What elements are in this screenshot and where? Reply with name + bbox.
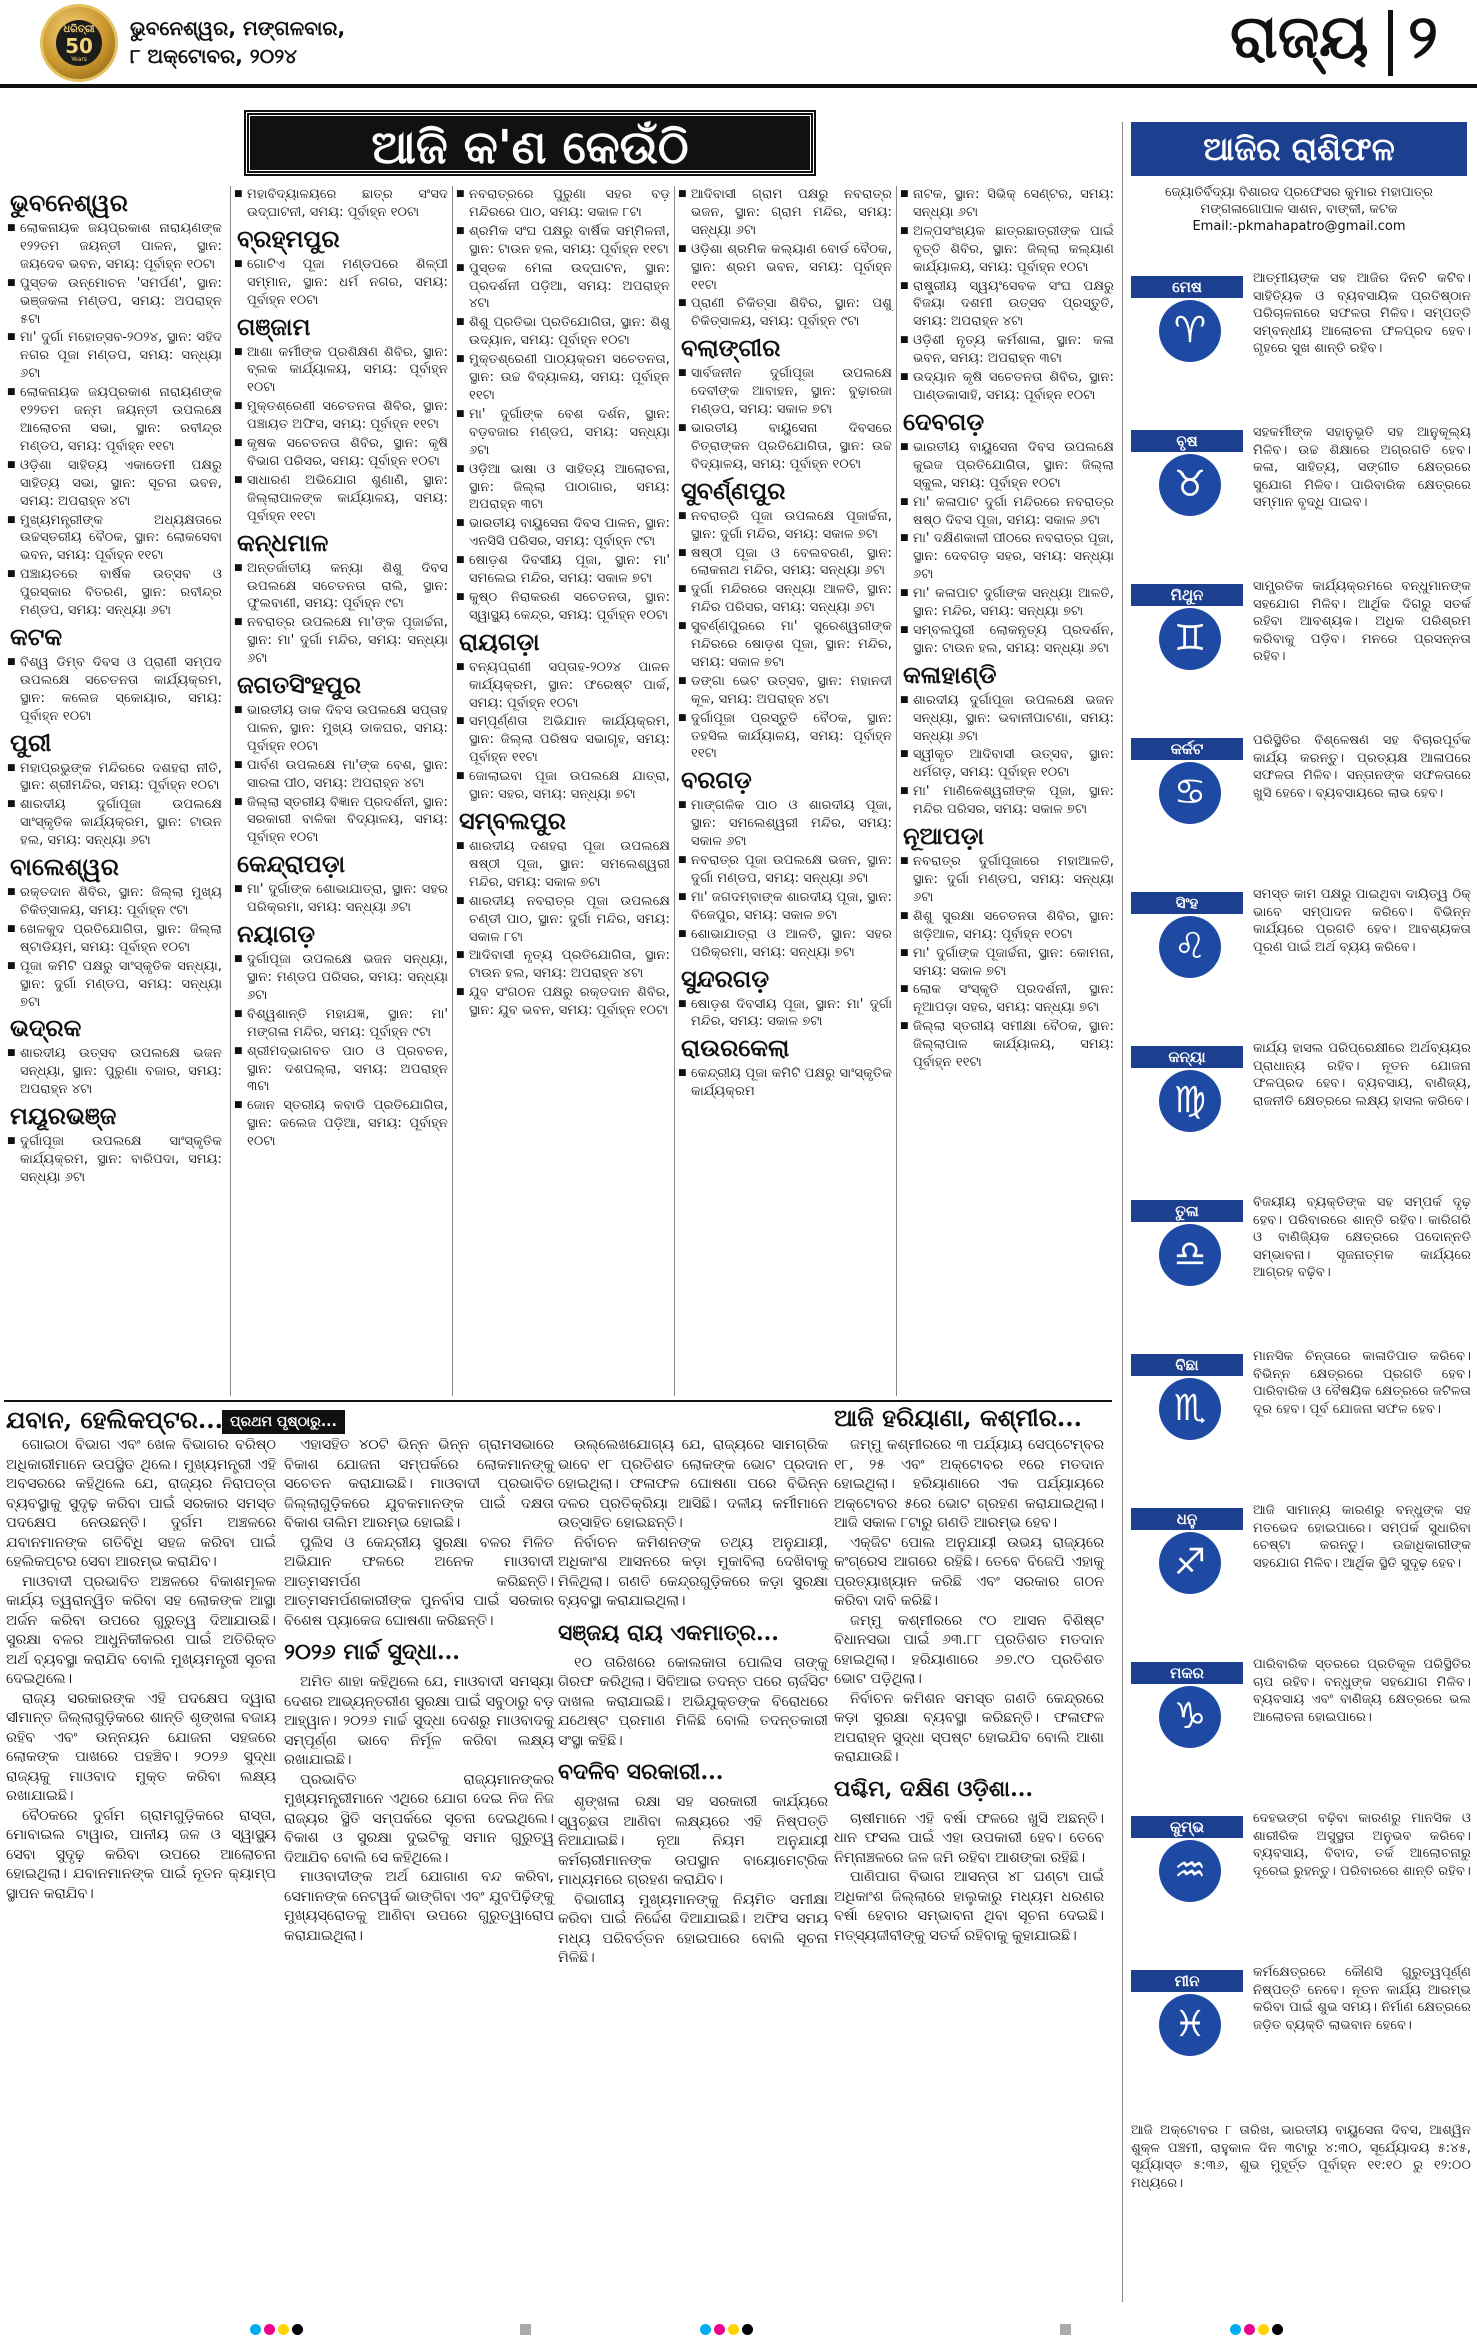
- event-item: ■ କୁଷ୍ଠ ନିରାକରଣ ସଚେତନତା, ସ୍ଥାନ: ସ୍ୱାସ୍ଥ୍ୟ କେନ୍ଦ୍ର, ସମୟ: ପୂର୍ବାହ୍ନ ୧୦ଟା: [453, 589, 672, 625]
- event-city-heading: ସୁନ୍ଦରଗଡ଼: [681, 963, 770, 993]
- event-item: ■ ସ୍ୱୀକୃତ ଆଦିବାସୀ ଉତ୍ସବ, ସ୍ଥାନ: ଧର୍ମଗଡ଼, ସମୟ: ପୂର୍ବାହ୍ନ ୧୦ଟା: [897, 746, 1116, 782]
- paragraph: ମାଓବାଦୀଙ୍କ ଅର୍ଥ ଯୋଗାଣ ବନ୍ଦ କରିବା, ସେମାନଙ୍କ ନେଟୱର୍କ ଭାଙ୍ଗିବା ଏବଂ ଯୁବପିଢ଼ିଙ୍କୁ ମୁଖ୍ୟସ୍ରୋତକୁ ଆଣିବା ଉପରେ ଗୁରୁତ୍ୱାରୋପ କରାଯାଇଥିଲା।: [284, 1869, 554, 1944]
- event-item: ■ ମା' ଦୁର୍ଗାଙ୍କ ଶୋଭାଯାତ୍ରା, ସ୍ଥାନ: ସହର ପରିକ୍ରମା, ସମୟ: ସନ୍ଧ୍ୟା ୬ଟା: [231, 881, 450, 917]
- event-item: ■ ମା' ମାଣିକେଶ୍ୱରୀଙ୍କ ପୂଜା, ସ୍ଥାନ: ମନ୍ଦିର ପରିସର, ସମୟ: ସକାଳ ୭ଟା: [897, 783, 1116, 819]
- zodiac-symbol-icon: ♍: [1159, 1070, 1221, 1132]
- zodiac-sign-name: କନ୍ୟା: [1131, 1046, 1243, 1068]
- event-item: ■ ଶାରଦୀୟ ଦୁର୍ଗାପୂଜା ଉପଲକ୍ଷେ ସାଂସ୍କୃତିକ କାର୍ଯ୍ୟକ୍ରମ, ସ୍ଥାନ: ଟାଉନ ହଲ, ସମୟ: ସନ୍ଧ୍ୟା ୬ଟା: [4, 796, 224, 850]
- horoscope-author-block: [1131, 184, 1467, 235]
- event-item: ■ ମହାବିଦ୍ୟାଳୟରେ ଛାତ୍ର ସଂସଦ ଉଦ୍‌ଘାଟନୀ, ସମୟ: ପୂର୍ବାହ୍ନ ୧୦ଟା: [231, 186, 450, 222]
- event-item: ■ ଭାରତୀୟ ଡାକ ଦିବସ ଉପଲକ୍ଷେ ସପ୍ତାହ ପାଳନ, ସ୍ଥାନ: ମୁଖ୍ୟ ଡାକଘର, ସମୟ: ପୂର୍ବାହ୍ନ ୧୦ଟା: [231, 702, 450, 756]
- event-item: ■ କେନ୍ଦ୍ରୀୟ ପୂଜା କମିଟି ପକ୍ଷରୁ ସାଂସ୍କୃତିକ କାର୍ଯ୍ୟକ୍ରମ: [675, 1065, 894, 1101]
- zodiac-prediction-text: ବିଜୟୀୟ ବ୍ୟକ୍ତିଙ୍କ ସହ ସମ୍ପର୍କ ଦୃଢ଼ ହେବ। ପରିବାରରେ ଶାନ୍ତି ରହିବ। କାରିଗରି ଓ ବାଣିଜ୍ୟିକ କ୍ଷେତ୍ରରେ ପଦୋନ୍ନତି ସମ୍ଭାବନା। ସୃଜନାତ୍ମକ କାର୍ଯ୍ୟରେ ଆଗ୍ରହ ବଢ଼ିବ।: [1253, 1195, 1471, 1280]
- zodiac-sign-badge: [1131, 886, 1247, 990]
- paragraph: ନିର୍ବାଚନ କମିଶନଙ୍କ ତଥ୍ୟ ଅନୁଯାୟୀ, ଅଧିକାଂଶ ଆସନରେ କଡ଼ା ମୁକାବିଲା ଦେଖିବାକୁ ମିଳିଥିଲା। ଗଣତି କେନ୍ଦ୍ରଗୁଡ଼ିକରେ କଡ଼ା ସୁରକ୍ଷା ବ୍ୟବସ୍ଥା କରାଯାଇଥିଲା।: [558, 1534, 828, 1609]
- paragraph: ଅମିତ ଶାହା କହିଥିଲେ ଯେ, ମାଓବାଦୀ ସମସ୍ୟା ଦେଶର ଆଭ୍ୟନ୍ତରୀଣ ସୁରକ୍ଷା ପାଇଁ ସବୁଠାରୁ ବଡ଼ ଆହ୍ୱାନ। ୨୦୨୬ ମାର୍ଚ୍ଚ ସୁଦ୍ଧା ଦେଶରୁ ମାଓବାଦକୁ ସମ୍ପୂର୍ଣ୍ଣ ଭାବେ ନିର୍ମୂଳ କରିବା ଲକ୍ଷ୍ୟ ରଖାଯାଇଛି।: [284, 1674, 554, 1768]
- news-subhead-sanjay-roy: ସଞ୍ଜୟ ରାୟ ଏକମାତ୍ର...: [558, 1619, 779, 1646]
- magenta-dot: [714, 2324, 725, 2335]
- event-item: ■ ନବରାତ୍ର ଦୁର୍ଗାପୂଜାରେ ମହାଆଳତି, ସ୍ଥାନ: ଦୁର୍ଗା ମଣ୍ଡପ, ସମୟ: ସନ୍ଧ୍ୟା ୬ଟା: [897, 853, 1116, 907]
- zodiac-sign-block: [1131, 886, 1471, 1046]
- event-item: ■ ପୂଜା କମିଟି ପକ୍ଷରୁ ସାଂସ୍କୃତିକ ସନ୍ଧ୍ୟା, ସ୍ଥାନ: ଦୁର୍ଗା ମଣ୍ଡପ, ସମୟ: ସନ୍ଧ୍ୟା ୭ଟା: [4, 958, 224, 1012]
- event-item: ■ ଅଳ୍ପସଂଖ୍ୟକ ଛାତ୍ରଛାତ୍ରୀଙ୍କ ପାଇଁ ବୃତ୍ତି ଶିବିର, ସ୍ଥାନ: ଜିଲ୍ଲା କଲ୍ୟାଣ କାର୍ଯ୍ୟାଳୟ, ସମୟ: ପୂର୍ବାହ୍ନ ୧୦ଟା: [897, 223, 1116, 277]
- cyan-dot: [250, 2324, 261, 2335]
- news-column-4: [834, 1403, 1104, 2306]
- zodiac-sign-block: [1131, 1194, 1471, 1354]
- black-dot: [292, 2324, 303, 2335]
- event-item: ■ ନାଟକ, ସ୍ଥାନ: ସିଭିକ୍ ସେଣ୍ଟର, ସମୟ: ସନ୍ଧ୍ୟା ୬ଟା: [897, 186, 1116, 222]
- zodiac-symbol-icon: ♈: [1159, 300, 1221, 362]
- news-body-1: [6, 1436, 276, 1904]
- event-city-heading: ମୟୂରଭଞ୍ଜ: [10, 1101, 117, 1131]
- paragraph: ଉଲ୍ଲେଖଯୋଗ୍ୟ ଯେ, ରାଜ୍ୟରେ ସାମଗ୍ରିକ ଭାବେ ୧୮ ପ୍ରତିଶତ ଲୋକଙ୍କ ଭୋଟ ପ୍ରଦାନ ହୋଇଥିଲା। ଫଳାଫଳ ଘୋଷଣା ପରେ ବିଭିନ୍ନ ଦଳର ପ୍ରତିକ୍ରିୟା ଆସିଛି। ଦଳୀୟ କର୍ମୀମାନେ ଉତ୍ସାହିତ ହୋଇଛନ୍ତି।: [558, 1437, 828, 1531]
- event-item: ■ ଯୁବ ସଂଗଠନ ପକ୍ଷରୁ ରକ୍ତଦାନ ଶିବିର, ସ୍ଥାନ: ଯୁବ ଭବନ, ସମୟ: ପୂର୍ବାହ୍ନ ୧୦ଟା: [453, 984, 672, 1020]
- event-item: ■ ଶ୍ରୀମଦ୍ଭାଗବତ ପାଠ ଓ ପ୍ରବଚନ, ସ୍ଥାନ: ଦଶପଲ୍ଲା, ସମୟ: ଅପରାହ୍ନ ୩ଟା: [231, 1043, 450, 1097]
- zodiac-sign-block: [1131, 1656, 1471, 1816]
- paragraph: ଶୃଙ୍ଖଳା ରକ୍ଷା ସହ ସରକାରୀ କାର୍ଯ୍ୟରେ ସ୍ୱଚ୍ଛତା ଆଣିବା ଲକ୍ଷ୍ୟରେ ଏହି ନିଷ୍ପତ୍ତି ନିଆଯାଇଛି। ନୂଆ ନିୟମ ଅନୁଯାୟୀ କର୍ମଚାରୀମାନଙ୍କ ଉପସ୍ଥାନ ବାୟୋମେଟ୍ରିକ ମାଧ୍ୟମରେ ଗ୍ରହଣ କରାଯିବ।: [558, 1794, 828, 1888]
- event-city-heading: ବାଲେଶ୍ୱର: [10, 852, 119, 882]
- zodiac-sign-name: ମେଷ: [1131, 276, 1243, 298]
- event-city-heading: କନ୍ଧମାଳ: [237, 527, 329, 557]
- zodiac-sign-badge: [1131, 1502, 1247, 1606]
- event-city-heading: ଦେବଗଡ଼: [903, 406, 985, 436]
- paragraph: ରାଜ୍ୟ ସରକାରଙ୍କ ଏହି ପଦକ୍ଷେପ ଦ୍ୱାରା ସୀମାନ୍ତ ଜିଲ୍ଲାଗୁଡ଼ିକରେ ଶାନ୍ତି ଶୃଙ୍ଖଳା ବଜାୟ ରହିବ ଏବଂ ଉନ୍ନୟନ ଯୋଜନା ସହଜରେ ଲୋକଙ୍କ ପାଖରେ ପହଞ୍ଚିବ। ୨୦୨୬ ସୁଦ୍ଧା ରାଜ୍ୟକୁ ମାଓବାଦ ମୁକ୍ତ କରିବା ଲକ୍ଷ୍ୟ ରଖାଯାଇଛି।: [6, 1690, 276, 1804]
- event-item: ■ ଓଡ଼ିଆ ଭାଷା ଓ ସାହିତ୍ୟ ଆଲୋଚନା, ସ୍ଥାନ: ଜିଲ୍ଲା ପାଠାଗାର, ସମୟ: ଅପରାହ୍ନ ୩ଟା: [453, 461, 672, 515]
- event-city-heading: କଟକ: [10, 621, 63, 651]
- event-item: ■ ଜୋନ ସ୍ତରୀୟ କବାଡି ପ୍ରତିଯୋଗିତା, ସ୍ଥାନ: କଲେଜ ପଡ଼ିଆ, ସମୟ: ପୂର୍ବାହ୍ନ ୧୦ଟା: [231, 1097, 450, 1151]
- zodiac-prediction-text: ମାନସିକ ଚିନ୍ତାରେ କାଳାତିପାତ କରିବେ। ବିଭିନ୍ନ କ୍ଷେତ୍ରରେ ପ୍ରଗତି ହେବ। ପାରିବାରିକ ଓ ବୈଷୟିକ କ୍ଷେତ୍ରରେ ଜଟିଳତା ଦୂର ହେବ। ପୂର୍ବ ଯୋଜନା ସଫଳ ହେବ।: [1253, 1349, 1471, 1417]
- paragraph: ମାଓବାଦୀ ପ୍ରଭାବିତ ଅଞ୍ଚଳରେ ବିକାଶମୂଳକ କାର୍ଯ୍ୟ ତ୍ୱରାନ୍ୱିତ କରିବା ସହ ଲୋକଙ୍କ ଆସ୍ଥା ଅର୍ଜନ କରିବା ଉପରେ ଗୁରୁତ୍ୱ ଦିଆଯାଉଛି। ସୁରକ୍ଷା ବଳର ଆଧୁନିକୀକରଣ ପାଇଁ ଅତିରିକ୍ତ ଅର୍ଥ ବ୍ୟବସ୍ଥା କରାଯିବ ବୋଲି ମୁଖ୍ୟମନ୍ତ୍ରୀ ସୂଚନା ଦେଇଥିଲେ।: [6, 1573, 276, 1687]
- event-city-heading: ବରଗଡ଼: [681, 765, 752, 795]
- event-item: ■ ରାଷ୍ଟ୍ରୀୟ ସ୍ୱୟଂସେବକ ସଂଘ ପକ୍ଷରୁ ବିଜୟା ଦଶମୀ ଉତ୍ସବ ପ୍ରସ୍ତୁତି, ସମୟ: ଅପରାହ୍ନ ୪ଟା: [897, 278, 1116, 332]
- news-column-1: [6, 1405, 276, 2306]
- section-name: ରାଜ୍ୟ: [1230, 2, 1369, 72]
- news-column-3: [558, 1436, 828, 2306]
- masthead: [0, 0, 1477, 86]
- event-item: ■ ଜିଲ୍ଲା ସ୍ତରୀୟ ବିଜ୍ଞାନ ପ୍ରଦର୍ଶନୀ, ସ୍ଥାନ: ସରକାରୀ ବାଳିକା ବିଦ୍ୟାଳୟ, ସମୟ: ପୂର୍ବାହ୍ନ ୧୦ଟା: [231, 794, 450, 848]
- horoscope-address: ମଙ୍ଗଳାଗୋପାଳ ସାଶନ, ବାଙ୍କୀ, କଟକ: [1200, 202, 1398, 217]
- event-item: ■ ଷଷ୍ଠୀ ପୂଜା ଓ ବେଲବରଣ, ସ୍ଥାନ: ଲୋକନାଥ ମନ୍ଦିର, ସମୟ: ସନ୍ଧ୍ୟା ୬ଟା: [675, 545, 894, 581]
- event-item: ■ ଷୋଡ଼ଶ ଦିବସୀୟ ପୂଜା, ସ୍ଥାନ: ମା' ଦୁର୍ଗା ମନ୍ଦିର, ସମୟ: ସକାଳ ୭ଟା: [675, 996, 894, 1032]
- zodiac-sign-name: କର୍କଟ: [1131, 738, 1243, 760]
- event-item: ■ ଭାରତୀୟ ବାୟୁସେନା ଦିବସ ଉପଲକ୍ଷେ କୁଇଜ ପ୍ରତିଯୋଗିତା, ସ୍ଥାନ: ଜିଲ୍ଲା ସ୍କୁଲ, ସମୟ: ପୂର୍ବାହ୍ନ ୧୦ଟା: [897, 439, 1116, 493]
- event-item: ■ ମୁକ୍ତଶ୍ରେଣୀ ସଚେତନତା ଶିବିର, ସ୍ଥାନ: ପଞ୍ଚାୟତ ଅଫିସ, ସମୟ: ପୂର୍ବାହ୍ନ ୧୧ଟା: [231, 398, 450, 434]
- zodiac-prediction-text: କର୍ମକ୍ଷେତ୍ରରେ କୌଣସି ଗୁରୁତ୍ୱପୂର୍ଣ୍ଣ ନିଷ୍ପତ୍ତି ନେବେ। ନୂତନ କାର୍ଯ୍ୟ ଆରମ୍ଭ କରିବା ପାଇଁ ଶୁଭ ସମୟ। ନିର୍ମାଣ କ୍ଷେତ୍ରରେ ଜଡ଼ିତ ବ୍ୟକ୍ତି ଲାଭବାନ ହେବେ।: [1253, 1965, 1471, 2033]
- event-item: ■ ଡଙ୍ଗା ଭେଟ ଉତ୍ସବ, ସ୍ଥାନ: ମହାନଦୀ କୂଳ, ସମୟ: ଅପରାହ୍ନ ୪ଟା: [675, 673, 894, 709]
- event-city-heading: ବ୍ରହ୍ମପୁର: [237, 223, 340, 253]
- registration-mark-squares: [1060, 2320, 1120, 2332]
- paragraph: ଗୋଇଠା ବିଭାଗ ଏବଂ ଖେଳ ବିଭାଗର ବରିଷ୍ଠ ଅଧିକାରୀମାନେ ଉପସ୍ଥିତ ଥିଲେ। ମୁଖ୍ୟମନ୍ତ୍ରୀ ଏହି ଅବସରରେ କହିଥିଲେ ଯେ, ରାଜ୍ୟର ନିରାପତ୍ତା ବ୍ୟବସ୍ଥାକୁ ସୁଦୃଢ଼ କରିବା ପାଇଁ ସରକାର ସମସ୍ତ ପଦକ୍ଷେପ ନେଉଛନ୍ତି। ଦୁର୍ଗମ ଅଞ୍ଚଳରେ ଯବାନମାନଙ୍କ ଗତିବିଧି ସହଜ କରିବା ପାଇଁ ହେଲିକପ୍ଟର ସେବା ଆରମ୍ଭ କରାଯିବ।: [6, 1437, 276, 1570]
- paragraph: ଜମ୍ମୁ କଶ୍ମୀରରେ ୩ ପର୍ଯ୍ୟାୟ ସେପ୍ଟେମ୍ବର ୧୮, ୨୫ ଏବଂ ଅକ୍ଟୋବର ୧ରେ ମତଦାନ ହୋଇଥିଲା। ହରିୟାଣାରେ ଏକ ପର୍ଯ୍ୟାୟରେ ଅକ୍ଟୋବର ୫ରେ ଭୋଟ ଗ୍ରହଣ କରାଯାଇଥିଲା। ଆଜି ସକାଳ ୮ଟାରୁ ଗଣତି ଆରମ୍ଭ ହେବ।: [834, 1437, 1104, 1531]
- events-banner-title: ଆଜି କ'ଣ କେଉଁଠି: [246, 112, 814, 174]
- grey-square: [1060, 2324, 1071, 2335]
- events-column-2: [230, 186, 450, 1396]
- event-item: ■ ଶିଶୁ ପ୍ରତିଭା ପ୍ରତିଯୋଗିତା, ସ୍ଥାନ: ଶିଶୁ ଉଦ୍ୟାନ, ସମୟ: ପୂର୍ବାହ୍ନ ୧୦ଟା: [453, 314, 672, 350]
- registration-mark-dots: [1230, 2320, 1290, 2332]
- zodiac-prediction-text: ସାମ୍ପ୍ରତିକ କାର୍ଯ୍ୟକ୍ରମରେ ବନ୍ଧୁମାନଙ୍କ ସହଯୋଗ ମିଳିବ। ଆର୍ଥିକ ଦିଗରୁ ସତର୍କ ରହିବା ଆବଶ୍ୟକ। ଅଧିକ ପରିଶ୍ରମ କରିବାକୁ ପଡ଼ିବ। ମନରେ ପ୍ରସନ୍ନତା ରହିବ।: [1253, 579, 1471, 664]
- section-divider: [1388, 10, 1393, 76]
- event-item: ■ ମା' ଦୁର୍ଗା ମହୋତ୍ସବ-୨୦୨୪, ସ୍ଥାନ: ସହିଦ ନଗର ପୂଜା ମଣ୍ଡପ, ସମୟ: ସନ୍ଧ୍ୟା ୬ଟା: [4, 329, 224, 383]
- almanac-footer: ଆଜି ଅକ୍ଟୋବର ୮ ତାରିଖ, ଭାରତୀୟ ବାୟୁସେନା ଦିବସ, ଆଶ୍ୱିନ ଶୁକ୍ଳ ପଞ୍ଚମୀ, ରାହୁକାଳ ଦିନ ୩ଟାରୁ ୪:୩୦, ସୂର୍ଯ୍ୟୋଦୟ ୫:୪୫, ସୂର୍ଯ୍ୟାସ୍ତ ୫:୩୬, ଶୁଭ ମୁହୂର୍ତ୍ତ ପୂର୍ବାହ୍ନ ୧୧:୧୦ ରୁ ୧୨:୦୦ ମଧ୍ୟରେ।: [1131, 2123, 1471, 2191]
- zodiac-prediction-text: ସହକର୍ମୀଙ୍କ ସହାନୁଭୂତି ସହ ଆନୁକୂଲ୍ୟ ମିଳିବ। ଉଚ୍ଚ ଶିକ୍ଷାରେ ଅଗ୍ରଗତି ହେବ। କଳା, ସାହିତ୍ୟ, ସଙ୍ଗୀତ କ୍ଷେତ୍ରରେ ସୁଯୋଗ ମିଳିବ। ପାରିବାରିକ କ୍ଷେତ୍ରରେ ସମ୍ମାନ ବୃଦ୍ଧି ପାଇବ।: [1253, 425, 1471, 510]
- event-item: ■ ଦୁର୍ଗାପୂଜା ଉପଲକ୍ଷେ ଭଜନ ସନ୍ଧ୍ୟା, ସ୍ଥାନ: ମଣ୍ଡପ ପରିସର, ସମୟ: ସନ୍ଧ୍ୟା ୬ଟା: [231, 951, 450, 1005]
- event-item: ■ ଶ୍ରମିକ ସଂଘ ପକ୍ଷରୁ ବାର୍ଷିକ ସମ୍ମିଳନୀ, ସ୍ଥାନ: ଟାଉନ ହଲ, ସମୟ: ପୂର୍ବାହ୍ନ ୧୧ଟା: [453, 223, 672, 259]
- event-city-heading: ପୁରୀ: [10, 727, 52, 757]
- zodiac-sign-badge: [1131, 732, 1247, 836]
- events-column-4: [674, 186, 894, 1396]
- grey-square: [520, 2324, 531, 2335]
- event-item: ■ ନବରାତ୍ର ପୂଜା ଉପଲକ୍ଷେ ଭଜନ, ସ୍ଥାନ: ଦୁର୍ଗା ମଣ୍ଡପ, ସମୟ: ସନ୍ଧ୍ୟା ୬ଟା: [675, 852, 894, 888]
- event-item: ■ ଅନ୍ତର୍ଜାତୀୟ କନ୍ୟା ଶିଶୁ ଦିବସ ଉପଲକ୍ଷେ ସଚେତନତା ରାଲି, ସ୍ଥାନ: ଫୁଲବାଣୀ, ସମୟ: ପୂର୍ବାହ୍ନ ୯ଟା: [231, 560, 450, 614]
- zodiac-symbol-icon: ♉: [1159, 454, 1221, 516]
- event-city-heading: ଜଗତସିଂହପୁର: [237, 670, 362, 700]
- zodiac-symbol-icon: ♊: [1159, 608, 1221, 670]
- zodiac-sign-badge: [1131, 1964, 1247, 2068]
- event-item: ■ ମା' ଜଗଦମ୍ବାଙ୍କ ଶାରଦୀୟ ପୂଜା, ସ୍ଥାନ: ବିଜେପୁର, ସମୟ: ସକାଳ ୭ଟା: [675, 889, 894, 925]
- zodiac-symbol-icon: ♎: [1159, 1224, 1221, 1286]
- paragraph: ଚାଷୀମାନେ ଏହି ବର୍ଷା ଫଳରେ ଖୁସି ଅଛନ୍ତି। ଧାନ ଫସଲ ପାଇଁ ଏହା ଉପକାରୀ ହେବ। ତେବେ ନିମ୍ନାଞ୍ଚଳରେ ଜଳ ଜମି ରହିବା ଆଶଙ୍କା ରହିଛି।: [834, 1810, 1104, 1866]
- event-item: ■ ଓଡ଼ିଶୀ ନୃତ୍ୟ କର୍ମଶାଳା, ସ୍ଥାନ: କଳା ଭବନ, ସମୟ: ଅପରାହ୍ନ ୩ଟା: [897, 332, 1116, 368]
- zodiac-sign-name: ମୀନ: [1131, 1970, 1243, 1992]
- logo-inner: [56, 20, 102, 66]
- zodiac-sign-name: ମକର: [1131, 1662, 1243, 1684]
- event-item: ■ ରକ୍ତଦାନ ଶିବିର, ସ୍ଥାନ: ଜିଲ୍ଲା ମୁଖ୍ୟ ଚିକିତ୍ସାଳୟ, ସମୟ: ପୂର୍ବାହ୍ନ ୯ଟା: [4, 884, 224, 920]
- event-item: ■ ଦୁର୍ଗାପୂଜା ପ୍ରସ୍ତୁତି ବୈଠକ, ସ୍ଥାନ: ତହସିଲ କାର୍ଯ୍ୟାଳୟ, ସମୟ: ପୂର୍ବାହ୍ନ ୧୧ଟା: [675, 710, 894, 764]
- event-city-heading: ଗଞ୍ଜାମ: [237, 311, 311, 341]
- event-city-heading: ରାଉରକେଲା: [681, 1033, 790, 1063]
- zodiac-sign-name: ବିଛା: [1131, 1354, 1243, 1376]
- zodiac-prediction-text: ସମସ୍ତ କାମ ପକ୍ଷରୁ ପାଇଥିବା ଦାୟିତ୍ୱ ଠିକ୍ ଭାବେ ସମ୍ପାଦନ କରିବେ। ବିଭିନ୍ନ କାର୍ଯ୍ୟରେ ପ୍ରଗତି ହେବ। ଆବଶ୍ୟକତା ପୂରଣ ପାଇଁ ଅର୍ଥ ବ୍ୟୟ କରିବେ।: [1253, 887, 1471, 955]
- paragraph: ବିଭାଗୀୟ ମୁଖ୍ୟମାନଙ୍କୁ ନିୟମିତ ସମୀକ୍ଷା କରିବା ପାଇଁ ନିର୍ଦ୍ଦେଶ ଦିଆଯାଇଛି। ଅଫିସ ସମୟ ମଧ୍ୟ ପରିବର୍ତ୍ତନ ହୋଇପାରେ ବୋଲି ସୂଚନା ମିଳିଛି।: [558, 1891, 828, 1966]
- horoscope-email: Email:-pkmahapatro@gmail.com: [1192, 219, 1406, 234]
- zodiac-sign-name: ଧନୁ: [1131, 1508, 1243, 1530]
- zodiac-sign-name: ସିଂହ: [1131, 892, 1243, 914]
- zodiac-symbol-icon: ♑: [1159, 1686, 1221, 1748]
- zodiac-sign-name: କୁମ୍ଭ: [1131, 1816, 1243, 1838]
- paragraph: ପ୍ରଭାବିତ ରାଜ୍ୟମାନଙ୍କର ମୁଖ୍ୟମନ୍ତ୍ରୀମାନେ ଏଥିରେ ଯୋଗ ଦେଇ ନିଜ ନିଜ ରାଜ୍ୟର ସ୍ଥିତି ସମ୍ପର୍କରେ ସୂଚନା ଦେଇଥିଲେ। ବିକାଶ ଓ ସୁରକ୍ଷା ଦୁଇଟିକୁ ସମାନ ଗୁରୁତ୍ୱ ଦିଆଯିବ ବୋଲି ସେ କହିଥିଲେ।: [284, 1771, 554, 1866]
- zodiac-symbol-icon: ♒: [1159, 1840, 1221, 1902]
- event-item: ■ ମହାପ୍ରଭୁଙ୍କ ମନ୍ଦିରରେ ଦଶହରା ନୀତି, ସ୍ଥାନ: ଶ୍ରୀମନ୍ଦିର, ସମୟ: ପୂର୍ବାହ୍ନ ୧୦ଟା: [4, 760, 224, 796]
- zodiac-prediction-text: ପାରିବାରିକ ସ୍ତରରେ ପ୍ରତିକୂଳ ପରିସ୍ଥିତିର ଚାପ ରହିବ। ବନ୍ଧୁଙ୍କ ସହଯୋଗ ମିଳିବ। ବ୍ୟବସାୟ ଏବଂ ବାଣିଜ୍ୟ କ୍ଷେତ୍ରରେ ଭଲ ଆଲୋଚନା ହୋଇପାରେ।: [1253, 1657, 1471, 1725]
- news-subhead-march-2026: ୨୦୨୬ ମାର୍ଚ୍ଚ ସୁଦ୍ଧା...: [284, 1639, 460, 1665]
- paragraph: ଜମ୍ମୁ କଶ୍ମୀରରେ ୯୦ ଆସନ ବିଶିଷ୍ଟ ବିଧାନସଭା ପାଇଁ ୬୩.୮୮ ପ୍ରତିଶତ ମତଦାନ ହୋଇଥିଲା। ହରିୟାଣାରେ ୬୭.୯୦ ପ୍ରତିଶତ ଭୋଟ ପଡ଼ିଥିଲା।: [834, 1612, 1104, 1687]
- event-item: ■ ଓଡ଼ିଶା ସାହିତ୍ୟ ଏକାଡେମୀ ପକ୍ଷରୁ ସାହିତ୍ୟ ସଭା, ସ୍ଥାନ: ସୂଚନା ଭବନ, ସମୟ: ଅପରାହ୍ନ ୪ଟା: [4, 457, 224, 511]
- event-item: ■ ମା' ଦୁର୍ଗାଙ୍କ ପୂଜାର୍ଚ୍ଚନା, ସ୍ଥାନ: କୋମନା, ସମୟ: ସକାଳ ୭ଟା: [897, 945, 1116, 981]
- paragraph: ଏକ୍ଜିଟ ପୋଲ ଅନୁଯାୟୀ ଉଭୟ ରାଜ୍ୟରେ କଂଗ୍ରେସ ଆଗରେ ରହିଛି। ତେବେ ବିଜେପି ଏହାକୁ ପ୍ରତ୍ୟାଖ୍ୟାନ କରିଛି ଏବଂ ସରକାର ଗଠନ କରିବା ଦାବି କରିଛି।: [834, 1534, 1104, 1609]
- event-item: ■ ଶାରଦୀୟ ଦୁର୍ଗାପୂଜା ଉପଲକ୍ଷେ ଭଜନ ସନ୍ଧ୍ୟା, ସ୍ଥାନ: ଭବାନୀପାଟଣା, ସମୟ: ସନ୍ଧ୍ୟା ୬ଟା: [897, 692, 1116, 746]
- horoscope-title: ଆଜିର ରାଶିଫଳ: [1131, 122, 1467, 176]
- event-city-heading: ନୂଆପଡ଼ା: [903, 821, 984, 851]
- event-item: ■ ଓଡ଼ିଶା ଶ୍ରମିକ କଲ୍ୟାଣ ବୋର୍ଡ ବୈଠକ, ସ୍ଥାନ: ଶ୍ରମ ଭବନ, ସମୟ: ପୂର୍ବାହ୍ନ ୧୧ଟା: [675, 241, 894, 295]
- logo-number: 50: [65, 34, 93, 58]
- event-item: ■ ପୁସ୍ତକ ଉନ୍ମୋଚନ 'ସମର୍ପଣ', ସ୍ଥାନ: ଭଞ୍ଜକଳା ମଣ୍ଡପ, ସମୟ: ଅପରାହ୍ନ ୫ଟା: [4, 275, 224, 329]
- zodiac-sign-badge: [1131, 270, 1247, 374]
- news-column-2: [284, 1436, 554, 2306]
- dateline-date: ୮ ଅକ୍ଟୋବର, ୨୦୨୪: [130, 44, 297, 68]
- event-item: ■ ଶିଶୁ ସୁରକ୍ଷା ସଚେତନତା ଶିବିର, ସ୍ଥାନ: ଖଡ଼ିଆଳ, ସମୟ: ପୂର୍ବାହ୍ନ ୧୦ଟା: [897, 908, 1116, 944]
- zodiac-sign-badge: [1131, 1656, 1247, 1760]
- cyan-dot: [700, 2324, 711, 2335]
- event-item: ■ ଶାରଦୀୟ ନବରାତ୍ର ପୂଜା ଉପଲକ୍ଷେ ଚଣ୍ଡୀ ପାଠ, ସ୍ଥାନ: ଦୁର୍ଗା ମନ୍ଦିର, ସମୟ: ସକାଳ ୮ଟା: [453, 893, 672, 947]
- event-item: ■ ଭାରତୀୟ ବାୟୁସେନା ଦିବସରେ ଚିତ୍ରାଙ୍କନ ପ୍ରତିଯୋଗିତା, ସ୍ଥାନ: ଉଚ୍ଚ ବିଦ୍ୟାଳୟ, ସମୟ: ପୂର୍ବାହ୍ନ ୧୦ଟା: [675, 420, 894, 474]
- event-item: ■ ଆଦିବାସୀ ନୃତ୍ୟ ପ୍ରତିଯୋଗିତା, ସ୍ଥାନ: ଟାଉନ ହଲ, ସମୟ: ଅପରାହ୍ନ ୪ଟା: [453, 947, 672, 983]
- event-city-heading: ନୟାଗଡ଼: [237, 919, 316, 949]
- zodiac-sign-block: [1131, 1040, 1471, 1200]
- zodiac-sign-block: [1131, 1810, 1471, 1970]
- zodiac-sign-badge: [1131, 1348, 1247, 1452]
- event-item: ■ କୃଷକ ସଚେତନତା ଶିବିର, ସ୍ଥାନ: କୃଷି ବିଭାଗ ପରିସର, ସମୟ: ପୂର୍ବାହ୍ନ ୧୦ଟା: [231, 435, 450, 471]
- news-subhead-west-south-odisha: ପଶ୍ଚିମ, ଦକ୍ଷିଣ ଓଡ଼ିଶା...: [834, 1775, 1034, 1802]
- yellow-dot: [1258, 2324, 1269, 2335]
- zodiac-sign-block: [1131, 270, 1471, 430]
- zodiac-symbol-icon: ♐: [1159, 1532, 1221, 1594]
- news-headline-haryana-kashmir: ଆଜି ହରିୟାଣା, କଶ୍ମୀର...: [834, 1403, 1082, 1432]
- paragraph: ୧୦ ତାରିଖରେ କୋଲକାତା ପୋଲିସ ତାଙ୍କୁ ଗିରଫ କରିଥିଲା। ସିବିଆଇ ତଦନ୍ତ ପରେ ଚାର୍ଜସିଟ ଦାଖଲ କରାଯାଇଛି। ଅଭିଯୁକ୍ତଙ୍କ ବିରୋଧରେ ଯଥେଷ୍ଟ ପ୍ରମାଣ ମିଳିଛି ବୋଲି ତଦନ୍ତକାରୀ ସଂସ୍ଥା କହିଛି।: [558, 1654, 828, 1749]
- magenta-dot: [1244, 2324, 1255, 2335]
- event-item: ■ ଦୁର୍ଗାପୂଜା ଉପଲକ୍ଷେ ସାଂସ୍କୃତିକ କାର୍ଯ୍ୟକ୍ରମ, ସ୍ଥାନ: ବାରିପଦା, ସମୟ: ସନ୍ଧ୍ୟା ୬ଟା: [4, 1133, 224, 1187]
- paragraph: ପାଣିପାଗ ବିଭାଗ ଆସନ୍ତା ୪୮ ଘଣ୍ଟା ପାଇଁ ଅଧିକାଂଶ ଜିଲ୍ଲାରେ ହାଲୁକାରୁ ମଧ୍ୟମ ଧରଣର ବର୍ଷା ହେବାର ସମ୍ଭାବନା ଥିବା ସୂଚନା ଦେଇଛି। ମତ୍ସ୍ୟଜୀବୀଙ୍କୁ ସତର୍କ ରହିବାକୁ କୁହାଯାଇଛି।: [834, 1869, 1104, 1944]
- event-item: ■ ଷୋଡ଼ଶ ଦିବସୀୟ ପୂଜା, ସ୍ଥାନ: ମା' ସମଲେଇ ମନ୍ଦିର, ସମୟ: ସକାଳ ୭ଟା: [453, 552, 672, 588]
- event-item: ■ ବନ୍ୟପ୍ରାଣୀ ସପ୍ତାହ-୨୦୨୪ ପାଳନ କାର୍ଯ୍ୟକ୍ରମ, ସ୍ଥାନ: ଫରେଷ୍ଟ ପାର୍କ, ସମୟ: ପୂର୍ବାହ୍ନ ୧୦ଟା: [453, 659, 672, 713]
- zodiac-symbol-icon: ♏: [1159, 1378, 1221, 1440]
- event-item: ■ ପଞ୍ଚାୟତରେ ବାର୍ଷିକ ଉତ୍ସବ ଓ ପୁରସ୍କାର ବିତରଣ, ସ୍ଥାନ: ରବୀନ୍ଦ୍ର ମଣ୍ଡପ, ସମୟ: ସନ୍ଧ୍ୟା ୬ଟା: [4, 566, 224, 620]
- event-item: ■ ପ୍ରାଣୀ ଚିକିତ୍ସା ଶିବିର, ସ୍ଥାନ: ପଶୁ ଚିକିତ୍ସାଳୟ, ସମୟ: ପୂର୍ବାହ୍ନ ୯ଟା: [675, 295, 894, 331]
- event-item: ■ ବିଶ୍ୱଶାନ୍ତି ମହାଯଜ୍ଞ, ସ୍ଥାନ: ମା' ମଙ୍ଗଳା ମନ୍ଦିର, ସମୟ: ପୂର୍ବାହ୍ନ ୯ଟା: [231, 1006, 450, 1042]
- zodiac-prediction-text: ଆତ୍ମୀୟଙ୍କ ସହ ଆଜିର ଦିନଟି କଟିବ। ସାହିତ୍ୟିକ ଓ ବ୍ୟବସାୟିକ ପ୍ରତିଷ୍ଠାନ ପରିଚାଳନାରେ ସଫଳତା ମିଳିବ। ସମ୍ପତ୍ତି ସମ୍ବନ୍ଧୀୟ ଆଲୋଚନା ଫଳପ୍ରଦ ହେବ। ଗୃହରେ ସୁଖ ଶାନ୍ତି ରହିବ।: [1253, 271, 1471, 356]
- event-city-heading: ସମ୍ବଲପୁର: [459, 806, 566, 835]
- zodiac-sign-block: [1131, 578, 1471, 738]
- dateline-place-day: ଭୁବନେଶ୍ୱର, ମଙ୍ଗଳବାର,: [130, 16, 346, 40]
- event-item: ■ ମୁକ୍ତଶ୍ରେଣୀ ପାଠ୍ୟକ୍ରମ ସଚେତନତା, ସ୍ଥାନ: ଉଚ୍ଚ ବିଦ୍ୟାଳୟ, ସମୟ: ପୂର୍ବାହ୍ନ ୧୧ଟା: [453, 351, 672, 405]
- event-city-heading: କଳାହାଣ୍ଡି: [903, 659, 997, 689]
- event-item: ■ ପୁସ୍ତକ ମେଳା ଉଦ୍‌ଘାଟନ, ସ୍ଥାନ: ପ୍ରଦର୍ଶନୀ ପଡ଼ିଆ, ସମୟ: ଅପରାହ୍ନ ୪ଟା: [453, 260, 672, 314]
- event-item: ■ ମାଙ୍ଗଳିକ ପାଠ ଓ ଶାରଦୀୟ ପୂଜା, ସ୍ଥାନ: ସମଲେଶ୍ୱରୀ ମନ୍ଦିର, ସମୟ: ସକାଳ ୬ଟା: [675, 797, 894, 851]
- dharitri-50-years-logo: [40, 4, 118, 82]
- event-item: ■ ଲୋକ ସଂସ୍କୃତି ପ୍ରଦର୍ଶନୀ, ସ୍ଥାନ: ନୂଆପଡ଼ା ସହର, ସମୟ: ସନ୍ଧ୍ୟା ୭ଟା: [897, 981, 1116, 1017]
- black-dot: [742, 2324, 753, 2335]
- zodiac-sign-name: ତୁଳା: [1131, 1200, 1243, 1222]
- events-column-3: [452, 186, 672, 1396]
- event-city-heading: ସୁବର୍ଣ୍ଣପୁର: [681, 475, 786, 505]
- event-item: ■ ନବରାତ୍ରି ପୂଜା ଉପଲକ୍ଷେ ପୂଜାର୍ଚ୍ଚନା, ସ୍ଥାନ: ଦୁର୍ଗା ମନ୍ଦିର, ସମୟ: ସକାଳ ୭ଟା: [675, 508, 894, 544]
- event-item: ■ ନବରାତ୍ର ଉପଲକ୍ଷେ ମା'ଙ୍କ ପୂଜାର୍ଚ୍ଚନା, ସ୍ଥାନ: ମା' ଦୁର୍ଗା ମନ୍ଦିର, ସମୟ: ସନ୍ଧ୍ୟା ୬ଟା: [231, 614, 450, 668]
- zodiac-prediction-text: ଦେହଭଙ୍ଗ ବଢ଼ିବା କାରଣରୁ ମାନସିକ ଓ ଶାରୀରିକ ଅସୁସ୍ଥତା ଅନୁଭବ କରିବେ। ବ୍ୟବସାୟ, ବିବାଦ, ତର୍କ ଆଲୋଚନାରୁ ଦୂରେଇ ରୁହନ୍ତୁ। ପରିବାରରେ ଶାନ୍ତି ରହିବ।: [1253, 1811, 1471, 1879]
- events-column-5: [896, 186, 1116, 1396]
- zodiac-sign-badge: [1131, 424, 1247, 528]
- paragraph: ପୁଲିସ ଓ କେନ୍ଦ୍ରୀୟ ସୁରକ୍ଷା ବଳର ମିଳିତ ଅଭିଯାନ ଫଳରେ ଅନେକ ମାଓବାଦୀ ଆତ୍ମସମର୍ପଣ କରିଛନ୍ତି। ଆତ୍ମସମର୍ପଣକାରୀଙ୍କ ପୁନର୍ବାସ ପାଇଁ ସରକାର ବିଶେଷ ପ୍ୟାକେଜ ଘୋଷଣା କରିଛନ୍ତି।: [284, 1534, 554, 1629]
- black-dot: [1272, 2324, 1283, 2335]
- horoscope-author: ଜ୍ୟୋତିର୍ବିଦ୍ୟା ବିଶାରଦ ପ୍ରଫେସର କୁମାର ମହାପାତ୍ର: [1165, 185, 1433, 200]
- zodiac-symbol-icon: ♋: [1159, 762, 1221, 824]
- event-city-heading: ଭଦ୍ରକ: [10, 1013, 82, 1043]
- event-city-heading: ରାୟଗଡ଼ା: [459, 626, 540, 656]
- event-item: ■ ଆଶା କର୍ମୀଙ୍କ ପ୍ରଶିକ୍ଷଣ ଶିବିର, ସ୍ଥାନ: ବ୍ଲକ କାର୍ଯ୍ୟାଳୟ, ସମୟ: ପୂର୍ବାହ୍ନ ୧୦ଟା: [231, 344, 450, 398]
- event-city-heading: ଭୁବନେଶ୍ୱର: [10, 188, 128, 217]
- yellow-dot: [278, 2324, 289, 2335]
- event-item: ■ ସମ୍ବଲପୁରୀ ଲୋକନୃତ୍ୟ ପ୍ରଦର୍ଶନ, ସ୍ଥାନ: ଟାଉନ ହଲ, ସମୟ: ସନ୍ଧ୍ୟା ୬ଟା: [897, 622, 1116, 658]
- event-item: ■ ସମ୍ପୂର୍ଣ୍ଣତା ଅଭିଯାନ କାର୍ଯ୍ୟକ୍ରମ, ସ୍ଥାନ: ଜିଲ୍ଲା ପରିଷଦ ସଭାଗୃହ, ସମୟ: ପୂର୍ବାହ୍ନ ୧୧ଟା: [453, 713, 672, 767]
- zodiac-sign-block: [1131, 732, 1471, 892]
- paragraph: ନିର୍ବାଚନ କମିଶନ ସମସ୍ତ ଗଣତି କେନ୍ଦ୍ରରେ କଡ଼ା ସୁରକ୍ଷା ବ୍ୟବସ୍ଥା କରିଛନ୍ତି। ଫଳାଫଳ ଅପରାହ୍ନ ସୁଦ୍ଧା ସ୍ପଷ୍ଟ ହୋଇଯିବ ବୋଲି ଆଶା କରାଯାଉଛି।: [834, 1690, 1104, 1765]
- registration-mark-squares: [520, 2320, 580, 2332]
- event-item: ■ ଲୋକନାୟକ ଜୟପ୍ରକାଶ ନାରାୟଣଙ୍କ ୧୨୨ତମ ଜୟନ୍ତୀ ପାଳନ, ସ୍ଥାନ: ଜୟଦେବ ଭବନ, ସମୟ: ପୂର୍ବାହ୍ନ ୧୦ଟା: [4, 220, 224, 274]
- horoscope-panel: [1122, 122, 1474, 2302]
- event-item: ■ ସୁବର୍ଣ୍ଣପୁରରେ ମା' ସୁରେଶ୍ୱରୀଙ୍କ ମନ୍ଦିରରେ ଷୋଡ଼ଶ ପୂଜା, ସ୍ଥାନ: ମନ୍ଦିର, ସମୟ: ସକାଳ ୭ଟା: [675, 618, 894, 672]
- event-item: ■ ସାର୍ବଜନୀନ ଦୁର୍ଗାପୂଜା ଉପଲକ୍ଷେ ଦେବୀଙ୍କ ଆବାହନ, ସ୍ଥାନ: ବୁଢ଼ାରଜା ମଣ୍ଡପ, ସମୟ: ସକାଳ ୭ଟା: [675, 365, 894, 419]
- zodiac-symbol-icon: ♓: [1159, 1994, 1221, 2056]
- event-item: ■ ଲୋକନାୟକ ଜୟପ୍ରକାଶ ନାରାୟଣଙ୍କ ୧୨୨ତମ ଜନ୍ମ ଜୟନ୍ତୀ ଉପଲକ୍ଷେ ଆଲୋଚନା ସଭା, ସ୍ଥାନ: ରବୀନ୍ଦ୍ର ମଣ୍ଡପ, ସମୟ: ପୂର୍ବାହ୍ନ ୧୧ଟା: [4, 384, 224, 456]
- event-item: ■ ଦୁର୍ଗା ମନ୍ଦିରରେ ସନ୍ଧ୍ୟା ଆଳତି, ସ୍ଥାନ: ମନ୍ଦିର ପରିସର, ସମୟ: ସନ୍ଧ୍ୟା ୬ଟା: [675, 581, 894, 617]
- event-item: ■ ମୁଖ୍ୟମନ୍ତ୍ରୀଙ୍କ ଅଧ୍ୟକ୍ଷତାରେ ଉଚ୍ଚସ୍ତରୀୟ ବୈଠକ, ସ୍ଥାନ: ଲୋକସେବା ଭବନ, ସମୟ: ପୂର୍ବାହ୍ନ ୧୧ଟା: [4, 512, 224, 566]
- yellow-dot: [728, 2324, 739, 2335]
- event-item: ■ ଶୋଭାଯାତ୍ରା ଓ ଆଳତି, ସ୍ଥାନ: ସହର ପରିକ୍ରମା, ସମୟ: ସନ୍ଧ୍ୟା ୭ଟା: [675, 926, 894, 962]
- news-subhead-government-change: ବଦଳିବ ସରକାରୀ...: [558, 1759, 724, 1785]
- page-number: ୨: [1408, 2, 1438, 72]
- event-item: ■ ଉଦ୍ୟାନ କୃଷି ସଚେତନତା ଶିବିର, ସ୍ଥାନ: ପାଣ୍ଡକାସାହି, ସମୟ: ପୂର୍ବାହ୍ନ ୧୦ଟା: [897, 369, 1116, 405]
- zodiac-sign-badge: [1131, 1040, 1247, 1144]
- event-item: ■ ସାଧାରଣ ଅଭିଯୋଗ ଶୁଣାଣି, ସ୍ଥାନ: ଜିଲ୍ଲାପାଳଙ୍କ କାର୍ଯ୍ୟାଳୟ, ସମୟ: ପୂର୍ବାହ୍ନ ୧୧ଟା: [231, 472, 450, 526]
- event-item: ■ ଶାରଦୀୟ ଦଶହରା ପୂଜା ଉପଲକ୍ଷେ ଷଷ୍ଠୀ ପୂଜା, ସ୍ଥାନ: ସମଲେଶ୍ୱରୀ ମନ୍ଦିର, ସମୟ: ସକାଳ ୭ଟା: [453, 838, 672, 892]
- logo-years: Years: [71, 56, 87, 63]
- event-item: ■ ପାର୍ବଣ ଉପଲକ୍ଷେ ମା'ଙ୍କ ବେଶ, ସ୍ଥାନ: ସାରଳା ପୀଠ, ସମୟ: ଅପରାହ୍ନ ୪ଟା: [231, 757, 450, 793]
- masthead-rule: [0, 84, 1477, 88]
- event-item: ■ ଆଦିବାସୀ ଗ୍ରାମ ପକ୍ଷରୁ ନବରାତ୍ର ଭଜନ, ସ୍ଥାନ: ଗ୍ରାମ ମନ୍ଦିର, ସମୟ: ସନ୍ଧ୍ୟା ୬ଟା: [675, 186, 894, 240]
- print-registration-marks: [0, 2318, 1477, 2336]
- event-item: ■ ଜୋଲାଇବା ପୂଜା ଉପଲକ୍ଷେ ଯାତ୍ରା, ସ୍ଥାନ: ସହର, ସମୟ: ସନ୍ଧ୍ୟା ୭ଟା: [453, 768, 672, 804]
- dateline: [130, 14, 430, 70]
- event-item: ■ ମା' କଳାପାଟ ଦୁର୍ଗାଙ୍କ ସନ୍ଧ୍ୟା ଆଳତି, ସ୍ଥାନ: ମନ୍ଦିର, ସମୟ: ସନ୍ଧ୍ୟା ୭ଟା: [897, 585, 1116, 621]
- continued-from-front-page-tag: ପ୍ରଥମ ପୃଷ୍ଠାରୁ...: [222, 1410, 345, 1434]
- event-item: ■ ଭାରତୀୟ ବାୟୁସେନା ଦିବସ ପାଳନ, ସ୍ଥାନ: ଏନସିସି ପରିସର, ସମୟ: ପୂର୍ବାହ୍ନ ୯ଟା: [453, 515, 672, 551]
- zodiac-sign-block: [1131, 1502, 1471, 1662]
- zodiac-sign-name: ବୃଷ: [1131, 430, 1243, 452]
- event-item: ■ ମା' ଦକ୍ଷିଣକାଳୀ ପୀଠରେ ନବରାତ୍ର ପୂଜା, ସ୍ଥାନ: ଦେବଗଡ଼ ସହର, ସମୟ: ସନ୍ଧ୍ୟା ୬ଟା: [897, 530, 1116, 584]
- zodiac-sign-badge: [1131, 1194, 1247, 1298]
- events-column-1: [4, 186, 224, 1396]
- event-item: ■ ଶାରଦୀୟ ଉତ୍ସବ ଉପଲକ୍ଷେ ଭଜନ ସନ୍ଧ୍ୟା, ସ୍ଥାନ: ପୁରୁଣା ବଜାର, ସମୟ: ଅପରାହ୍ନ ୪ଟା: [4, 1045, 224, 1099]
- zodiac-prediction-text: ଆଜି ସାମାନ୍ୟ କାରଣରୁ ବନ୍ଧୁଙ୍କ ସହ ମତଭେଦ ହୋଇପାରେ। ସମ୍ପର୍କ ସୁଧାରିବା ଚେଷ୍ଟା କରନ୍ତୁ। ଉଚ୍ଚାଧିକାରୀଙ୍କ ସହଯୋଗ ମିଳିବ। ଆର୍ଥିକ ସ୍ଥିତି ସୁଦୃଢ଼ ହେବ।: [1253, 1503, 1471, 1571]
- magenta-dot: [264, 2324, 275, 2335]
- paragraph: ଏହାସହିତ ୪୦ଟି ଭିନ୍ନ ଭିନ୍ନ ଗ୍ରାମସଭାରେ ବିକାଶ ଯୋଜନା ସମ୍ପର୍କରେ ଲୋକମାନଙ୍କୁ ସଚେତନ କରାଯାଇଛି। ମାଓବାଦୀ ପ୍ରଭାବିତ ଜିଲ୍ଲାଗୁଡ଼ିକରେ ଯୁବକମାନଙ୍କ ପାଇଁ ଦକ୍ଷତା ବିକାଶ ତାଲିମ ଆରମ୍ଭ ହୋଇଛି।: [284, 1437, 554, 1531]
- zodiac-sign-block: [1131, 424, 1471, 584]
- zodiac-prediction-text: ପରିସ୍ଥିତିର ବିଶ୍ଳେଷଣ ସହ ବିଚାରପୂର୍ବକ କାର୍ଯ୍ୟ କରନ୍ତୁ। ପ୍ରତ୍ୟକ୍ଷ ଆଳାପରେ ସଫଳତା ମିଳିବ। ସନ୍ତାନଙ୍କ ସଫଳତାରେ ଖୁସି ହେବେ। ବ୍ୟବସାୟରେ ଲାଭ ହେବ।: [1253, 733, 1471, 801]
- registration-mark-dots: [700, 2320, 760, 2332]
- logo-name: ଧରିତ୍ରୀ: [63, 24, 95, 35]
- event-city-heading: ବଲାଙ୍ଗୀର: [681, 333, 781, 363]
- zodiac-symbol-icon: ♌: [1159, 916, 1221, 978]
- event-item: ■ ଜିଲ୍ଲା ସ୍ତରୀୟ ସମୀକ୍ଷା ବୈଠକ, ସ୍ଥାନ: ଜିଲ୍ଲାପାଳ କାର୍ଯ୍ୟାଳୟ, ସମୟ: ପୂର୍ବାହ୍ନ ୧୧ଟା: [897, 1018, 1116, 1072]
- paragraph: ବୈଠକରେ ଦୁର୍ଗମ ଗ୍ରାମଗୁଡ଼ିକରେ ରାସ୍ତା, ମୋବାଇଲ ଟାୱାର, ପାନୀୟ ଜଳ ଓ ସ୍ୱାସ୍ଥ୍ୟ ସେବା ସୁଦୃଢ଼ କରିବା ଉପରେ ଆଲୋଚନା ହୋଇଥିଲା। ଯବାନମାନଙ୍କ ପାଇଁ ନୂତନ କ୍ୟାମ୍ପ ସ୍ଥାପନ କରାଯିବ।: [6, 1807, 276, 1902]
- registration-mark-dots: [250, 2320, 310, 2332]
- zodiac-sign-block: [1131, 1348, 1471, 1508]
- event-city-heading: କେନ୍ଦ୍ରାପଡ଼ା: [237, 849, 346, 879]
- event-item: ■ ବିଶ୍ୱ ଡିମ୍ବ ଦିବସ ଓ ପ୍ରାଣୀ ସମ୍ପଦ ଉପଲକ୍ଷେ ସଚେତନତା କାର୍ଯ୍ୟକ୍ରମ, ସ୍ଥାନ: କଲେଜ ସ୍କୋୟାର, ସମୟ: ପୂର୍ବାହ୍ନ ୧୦ଟା: [4, 654, 224, 726]
- events-listing: [4, 186, 1114, 1396]
- zodiac-sign-badge: [1131, 1810, 1247, 1914]
- event-item: ■ ନବରାତ୍ରରେ ପୁରୁଣା ସହର ବଡ଼ ମନ୍ଦିରରେ ପାଠ, ସମୟ: ସକାଳ ୮ଟା: [453, 186, 672, 222]
- zodiac-sign-name: ମିଥୁନ: [1131, 584, 1243, 606]
- zodiac-sign-block: [1131, 1964, 1471, 2124]
- event-item: ■ ମା' କଳାପାଟ ଦୁର୍ଗା ମନ୍ଦିରରେ ନବରାତ୍ର ଷଷ୍ଠ ଦିବସ ପୂଜା, ସମୟ: ସକାଳ ୬ଟା: [897, 494, 1116, 530]
- event-item: ■ ଖେଳକୁଦ ପ୍ରତିଯୋଗିତା, ସ୍ଥାନ: ଜିଲ୍ଲା ଷ୍ଟାଡିୟମ, ସମୟ: ପୂର୍ବାହ୍ନ ୧୦ଟା: [4, 921, 224, 957]
- event-item: ■ ଗୋଟିଏ ପୂଜା ମଣ୍ଡପରେ ଶିଳ୍ପୀ ସମ୍ମାନ, ସ୍ଥାନ: ଧର୍ମ ନଗର, ସମୟ: ପୂର୍ବାହ୍ନ ୧୦ଟା: [231, 256, 450, 310]
- cyan-dot: [1230, 2324, 1241, 2335]
- news-headline-jawan-helicopter: ଯବାନ, ହେଲିକପ୍ଟର...: [6, 1405, 223, 1434]
- zodiac-prediction-text: କାର୍ଯ୍ୟ ହାସଲ ପରିପ୍ରେକ୍ଷୀରେ ଅର୍ଥବ୍ୟୟର ପ୍ରାଧାନ୍ୟ ରହିବ। ନୂତନ ଯୋଜନା ଫଳପ୍ରଦ ହେବ। ବ୍ୟବସାୟ, ବାଣିଜ୍ୟ, ରାଜନୀତି କ୍ଷେତ୍ରରେ ଲକ୍ଷ୍ୟ ହାସଲ କରିବେ।: [1253, 1041, 1471, 1109]
- event-item: ■ ମା' ଦୁର୍ଗାଙ୍କ ବେଶ ଦର୍ଶନ, ସ୍ଥାନ: ବଡ଼ବଜାର ମଣ୍ଡପ, ସମୟ: ସନ୍ଧ୍ୟା ୬ଟା: [453, 406, 672, 460]
- zodiac-sign-badge: [1131, 578, 1247, 682]
